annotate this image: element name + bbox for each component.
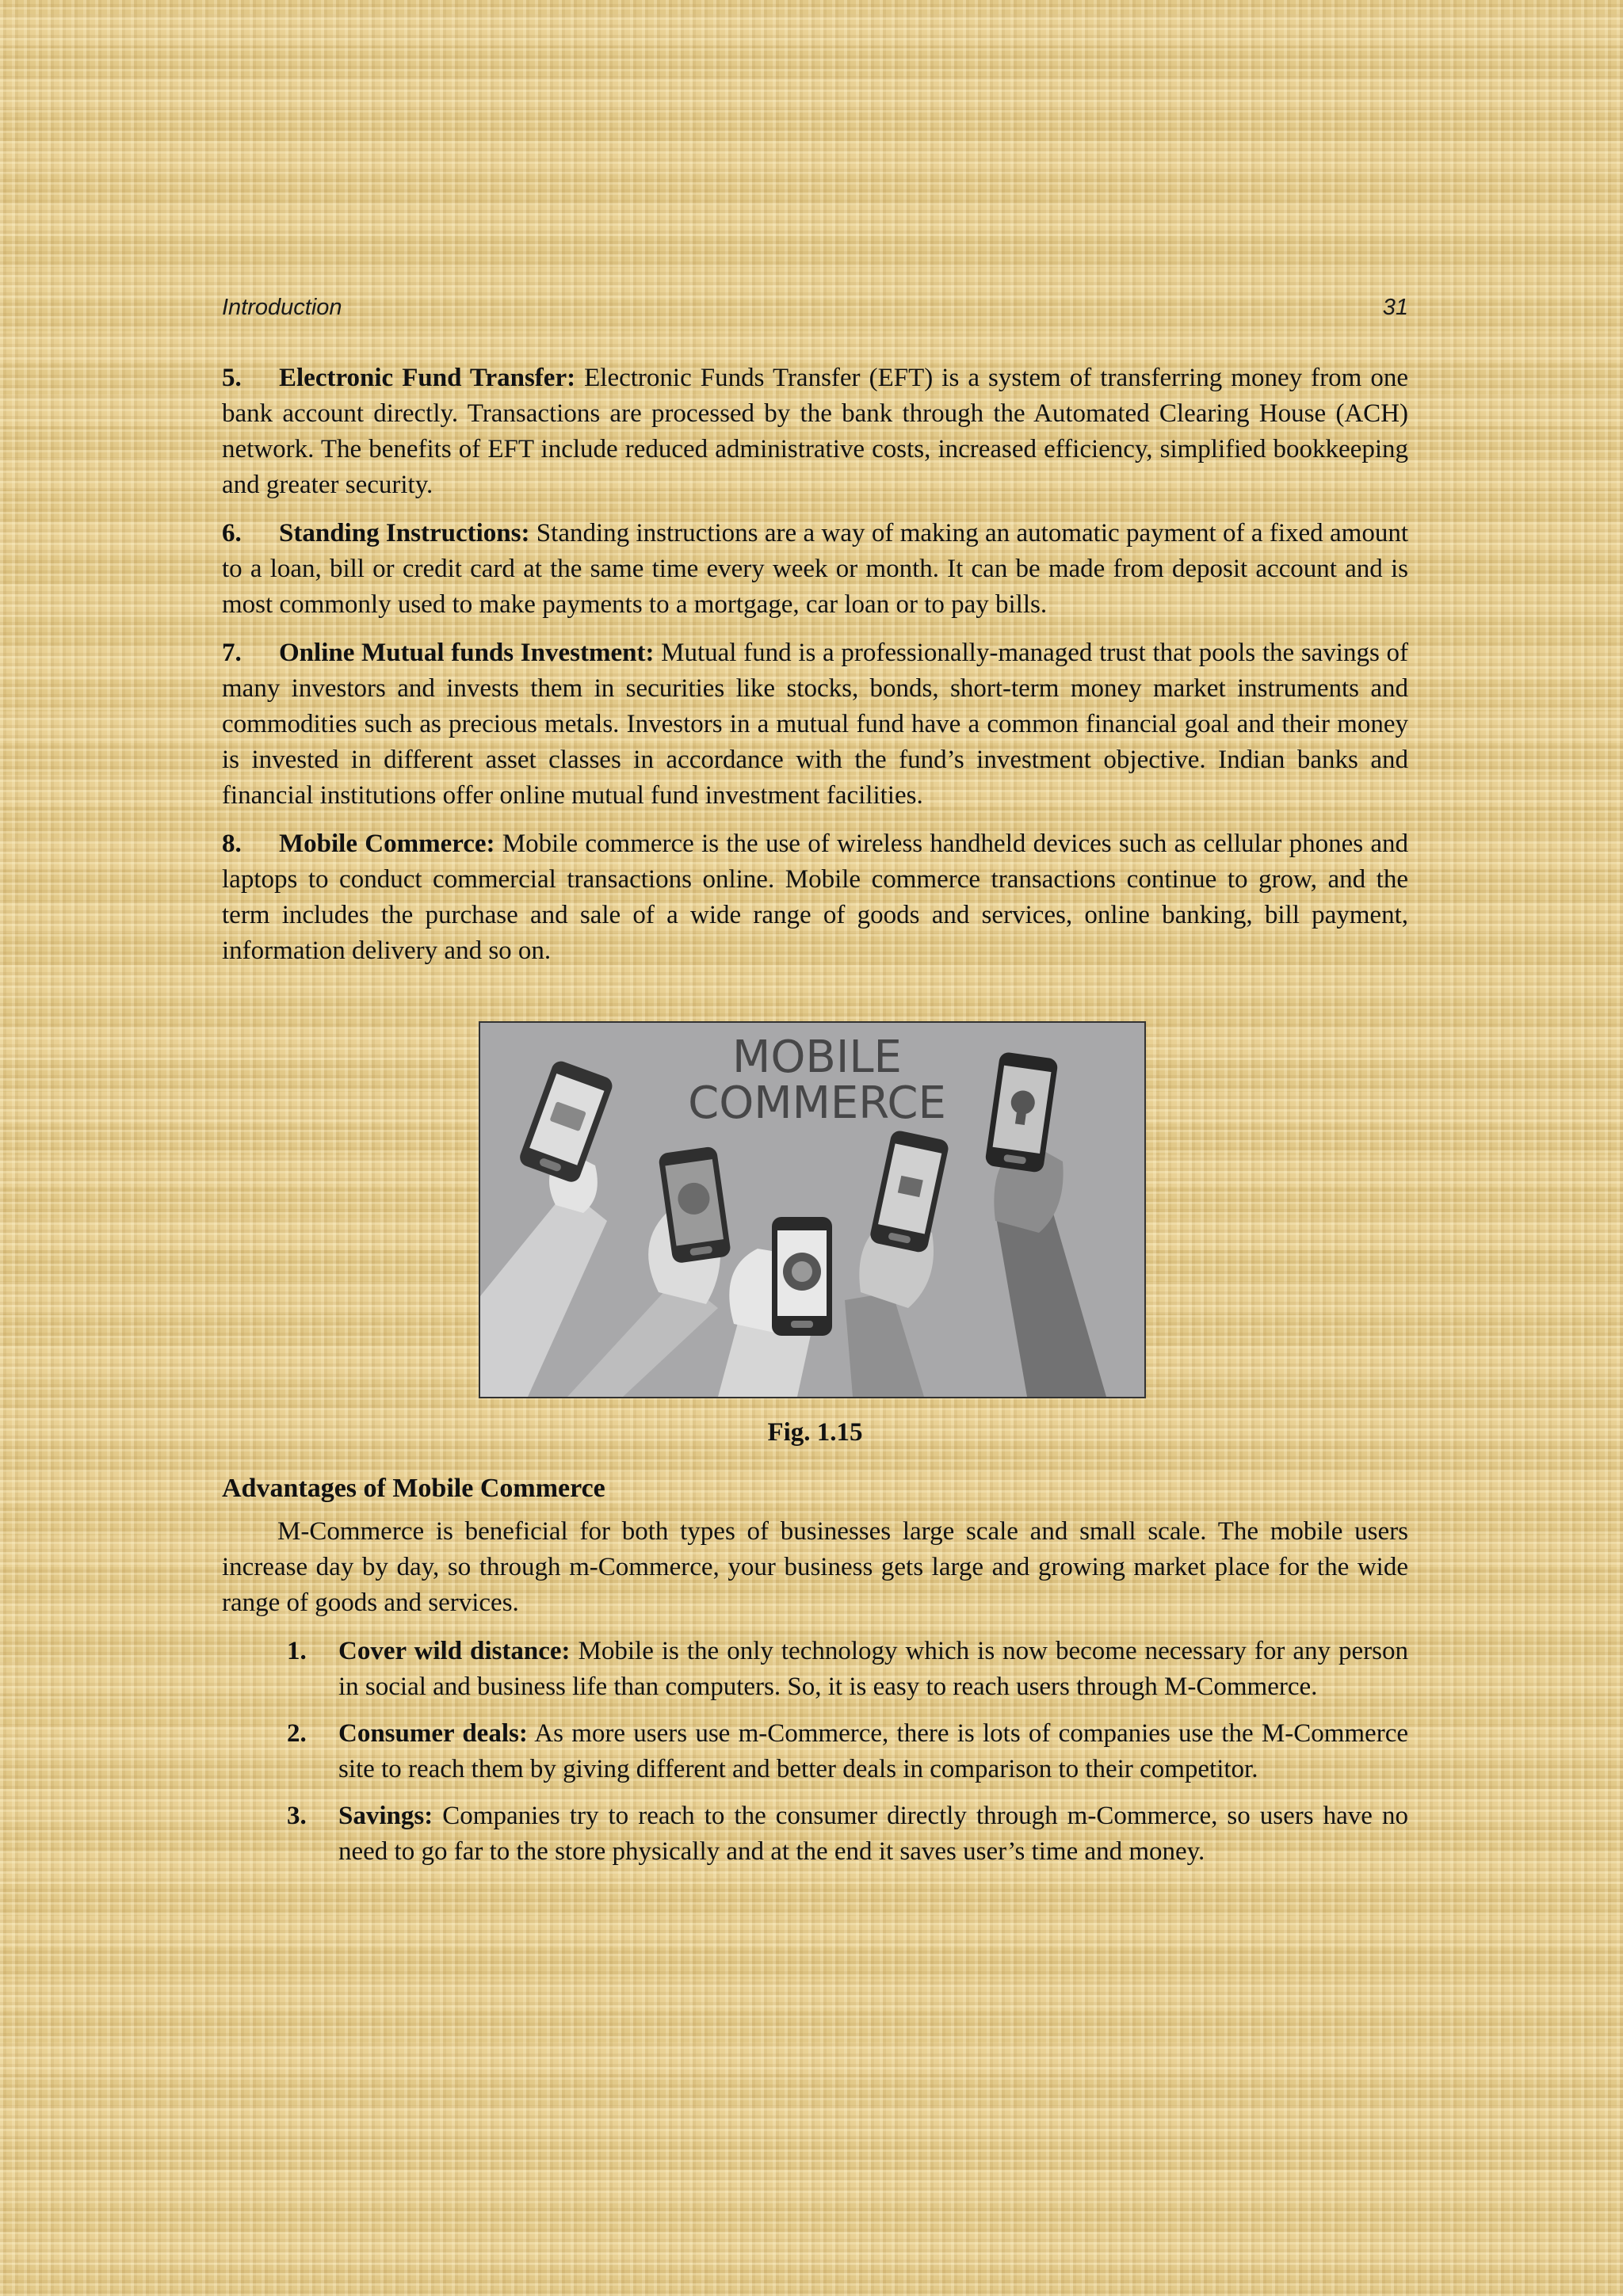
- mobile-commerce-illustration: [480, 1023, 1144, 1397]
- item-number: 7.: [222, 639, 242, 667]
- list-item-eft: [222, 360, 1408, 503]
- list-item-mobile-commerce: [222, 826, 1408, 969]
- item-number: 5.: [222, 364, 242, 392]
- figure-title-line2: COMMERCE: [688, 1077, 946, 1129]
- figure-caption: Fig. 1.15: [767, 1418, 863, 1447]
- item-number: 2.: [287, 1719, 307, 1748]
- advantages-list: [222, 1634, 1408, 1870]
- item-term: Savings:: [338, 1802, 433, 1830]
- item-text: Mutual fund is a professionally-managed trust that pools the savings of many investors and invests them in securities like stocks, bonds, short-term money market instruments and commodities such as precious metals. Investors in a mutual fund have a common financial goal and their money is invested in different asset classes in accordance with the fund’s investment objective. Indian banks and financial institutions offer online mutual fund investment facilities.: [222, 639, 1408, 810]
- list-item-mutual-funds: [222, 635, 1408, 814]
- item-text: Electronic Funds Transfer (EFT) is a system of transferring money from one bank account directly. Transactions are processed by the bank through the Automated Clearing House (ACH) network. The benefits of EFT include reduced administrative costs, increased efficiency, simplified bookkeeping and greater security.: [222, 364, 1409, 499]
- section-intro: M-Commerce is beneficial for both types of businesses large scale and small scale. The mobile users increase day by day, so through m-Commerce, your business gets large and growing market place for the wide range of goods and services.: [222, 1517, 1408, 1617]
- mobile-commerce-figure: [479, 1021, 1146, 1398]
- item-text: Mobile commerce is the use of wireless handheld devices such as cellular phones and laptops to conduct commercial transactions online. Mobile commerce transactions continue to grow, and the term includes the purchase and sale of a wide range of goods and services, online banking, bill payment, information delivery and so on.: [222, 830, 1408, 965]
- item-text: Companies try to reach to the consumer directly through m-Commerce, so users have no need to go far to the store physically and at the end it saves user’s time and money.: [338, 1802, 1408, 1866]
- list-item-consumer-deals: [222, 1716, 1408, 1787]
- item-term: Standing Instructions:: [279, 519, 530, 547]
- item-number: 8.: [222, 830, 242, 858]
- item-term: Cover wild distance:: [338, 1637, 571, 1665]
- item-text: Mobile is the only technology which is now become necessary for any person in social and business life than computers. So, it is easy to reach users through M-Commerce.: [338, 1637, 1408, 1701]
- figure-title-line1: MOBILE: [732, 1032, 902, 1083]
- item-number: 1.: [287, 1637, 307, 1665]
- main-content: [222, 360, 1408, 982]
- list-item-standing-instructions: [222, 516, 1408, 623]
- page-number: 31: [1382, 295, 1408, 320]
- page-header: [222, 295, 1408, 321]
- item-number: 6.: [222, 519, 242, 547]
- running-title: Introduction: [222, 295, 342, 320]
- item-term: Electronic Fund Transfer:: [279, 364, 576, 392]
- list-item-savings: [222, 1798, 1408, 1870]
- item-text: As more users use m-Commerce, there is lots of companies use the M-Commerce site to reach them by giving different and better deals in comparison to their competitor.: [338, 1719, 1408, 1783]
- item-term: Online Mutual funds Investment:: [279, 639, 655, 667]
- item-term: Consumer deals:: [338, 1719, 528, 1748]
- item-term: Mobile Commerce:: [279, 830, 495, 858]
- list-item-cover-distance: [222, 1634, 1408, 1705]
- advantages-section: [222, 1470, 1408, 1881]
- section-heading: Advantages of Mobile Commerce: [222, 1474, 605, 1503]
- item-number: 3.: [287, 1802, 307, 1830]
- item-text: Standing instructions are a way of making an automatic payment of a fixed amount to a loan, bill or credit card at the same time every week or month. It can be made from deposit account and is most commonly used to make payments to a mortgage, car loan or to pay bills.: [222, 519, 1409, 619]
